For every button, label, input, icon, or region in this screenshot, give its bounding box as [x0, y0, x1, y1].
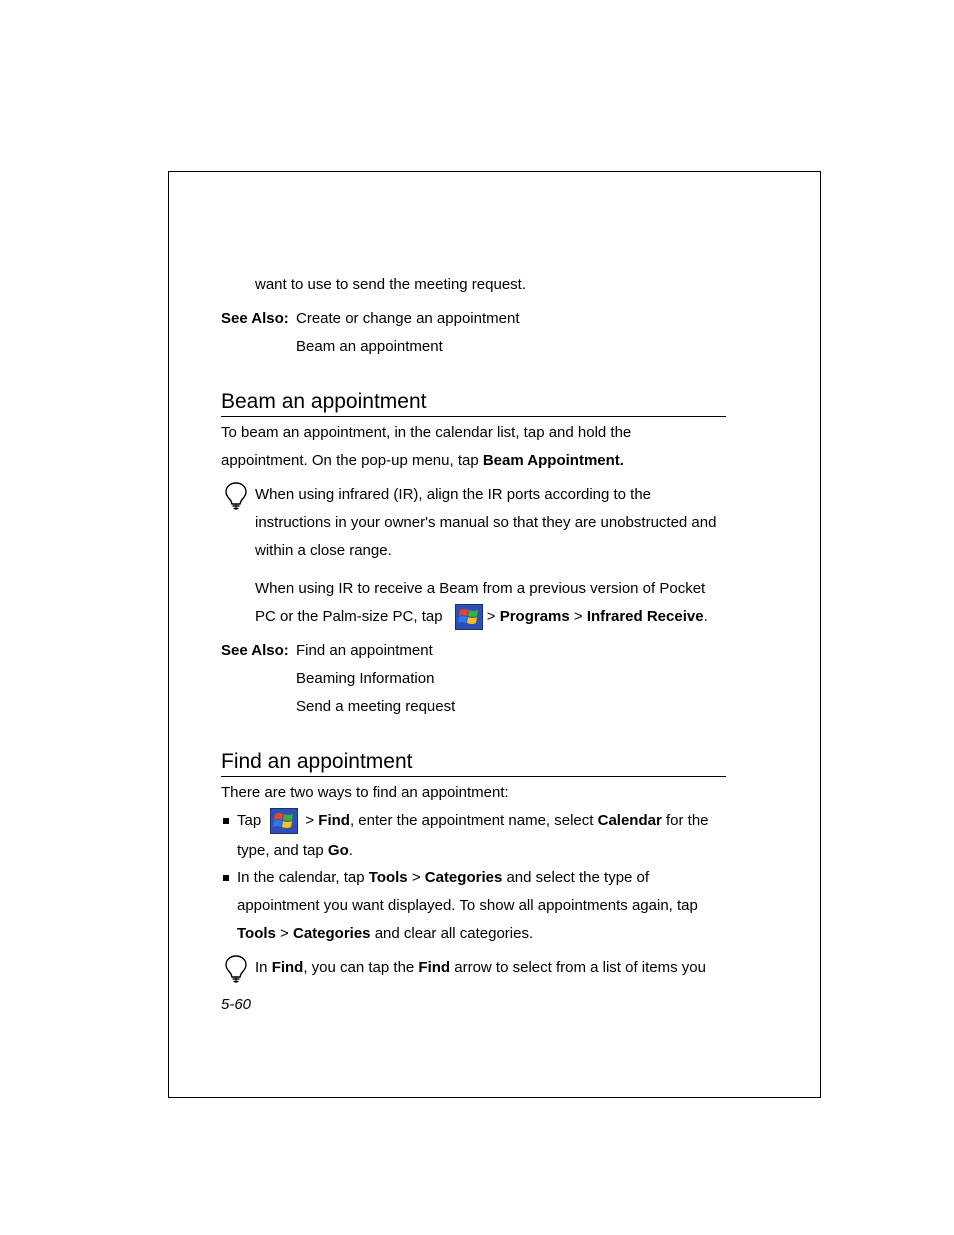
bullet-text: Tools > Categories and clear all categories. [237, 925, 534, 942]
see-also-link[interactable]: Find an appointment [296, 642, 433, 659]
section-heading-beam: Beam an appointment [221, 390, 726, 417]
bullet-text: type, and tap Go. [237, 842, 353, 859]
windows-start-icon[interactable] [455, 604, 483, 630]
see-also-link[interactable]: Send a meeting request [296, 698, 456, 715]
body-text: There are two ways to find an appointment: [221, 784, 509, 801]
tip-text: instructions in your owner's manual so that they are unobstructed and [255, 514, 717, 531]
see-also-label: See Also: [221, 642, 289, 659]
bullet-text: Tap > Find, enter the appointment name, select Calendar for the [237, 812, 709, 829]
bullet [223, 818, 229, 824]
bullet-text: appointment you want displayed. To show all appointments again, tap [237, 897, 698, 914]
body-text: To beam an appointment, in the calendar list, tap and hold the [221, 424, 632, 441]
tip-text: In Find, you can tap the Find arrow to select from a list of items you [255, 959, 706, 976]
see-also-label: See Also: [221, 310, 289, 327]
lightbulb-icon [223, 954, 249, 984]
bullet-text: In the calendar, tap Tools > Categories and select the type of [237, 869, 650, 886]
see-also-link[interactable]: Beam an appointment [296, 338, 443, 355]
intro-line: want to use to send the meeting request. [255, 276, 527, 293]
tip-text: When using infrared (IR), align the IR ports according to the [255, 486, 652, 503]
see-also-link[interactable]: Beaming Information [296, 670, 435, 687]
tip-text: When using IR to receive a Beam from a previous version of Pocket [255, 580, 706, 597]
bullet [223, 875, 229, 881]
tip-text: PC or the Palm-size PC, tap > Programs > Infrared Receive. [255, 608, 708, 625]
page-number: 5-60 [221, 996, 252, 1013]
windows-start-icon[interactable] [270, 808, 298, 834]
tip-text: within a close range. [255, 542, 392, 559]
section-heading-find: Find an appointment [221, 750, 726, 777]
body-text: appointment. On the pop-up menu, tap Beam Appointment. [221, 452, 624, 469]
lightbulb-icon [223, 481, 249, 511]
see-also-link[interactable]: Create or change an appointment [296, 310, 520, 327]
